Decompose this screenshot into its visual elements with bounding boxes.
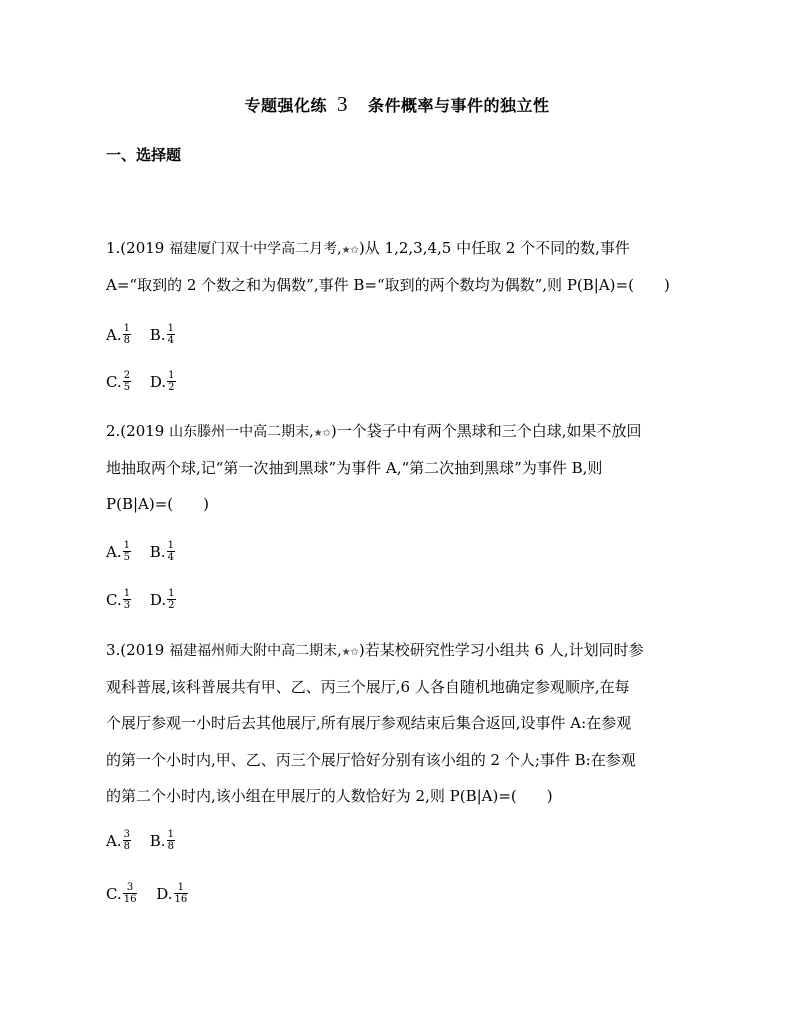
section-heading: 一、选择题 (106, 146, 182, 164)
question-1 (106, 230, 706, 303)
title-number: 3 (337, 92, 348, 116)
question-2 (106, 413, 706, 523)
option-a[interactable]: A. $\frac{3}{8}$ (106, 829, 130, 852)
option-a[interactable]: A. $\frac{1}{5}$ (106, 540, 130, 563)
fraction: $\frac{1}{2}$ (168, 370, 175, 393)
question-source: 山东滕州一中高二期末, (169, 424, 314, 440)
fraction: $\frac{1}{4}$ (167, 323, 174, 346)
options-row (106, 540, 189, 563)
fraction: $\frac{1}{5}$ (123, 540, 130, 563)
options-row (106, 370, 190, 393)
question-line: 的第一个小时内,甲、乙、丙三个展厅恰好分别有该小组的 2 个人;事件 B:在参观 (106, 750, 636, 769)
difficulty-star-icon: ★✩ (341, 245, 359, 256)
option-d[interactable]: D. $\frac{1}{2}$ (149, 370, 175, 393)
fraction: $\frac{1}{3}$ (123, 588, 131, 611)
fraction: $\frac{2}{5}$ (123, 370, 131, 393)
difficulty-star-icon: ★✩ (313, 428, 331, 439)
option-b[interactable]: B. $\frac{1}{4}$ (149, 540, 174, 563)
fraction: $\frac{1}{16}$ (174, 882, 188, 905)
question-line: 3.(2019 福建福州师大附中高二期末,★✩)若某校研究性学习小组共 6 人,计划同时参 (106, 641, 644, 659)
option-c[interactable]: C. $\frac{2}{5}$ (106, 370, 131, 393)
question-line: 地抽取两个球,记“第一次抽到黑球”为事件 A,“第二次抽到黑球”为事件 B,则 (106, 458, 603, 477)
title-right: 条件概率与事件的独立性 (368, 96, 550, 115)
question-3 (106, 632, 706, 815)
options-row (106, 588, 190, 611)
options-row (106, 882, 202, 905)
options-row (106, 323, 189, 346)
options-row (106, 829, 189, 852)
question-line: 个展厅参观一小时后去其他展厅,所有展厅参观结束后集合返回,设事件 A:在参观 (106, 714, 632, 732)
question-line: P(B|A)=( ) (106, 495, 209, 513)
option-c[interactable]: C. $\frac{1}{3}$ (106, 588, 131, 611)
question-source: 福建厦门双十中学高二月考, (169, 241, 342, 257)
page-title (0, 92, 794, 117)
fraction: $\frac{1}{8}$ (123, 323, 130, 346)
title-left: 专题强化练 (244, 96, 327, 115)
question-source: 福建福州师大附中高二期末, (169, 643, 342, 659)
question-line: 2.(2019 山东滕州一中高二期末,★✩)一个袋子中有两个黑球和三个白球,如果不放回 (106, 422, 642, 440)
fraction: $\frac{3}{16}$ (123, 882, 137, 905)
fraction: $\frac{3}{8}$ (123, 829, 130, 852)
option-b[interactable]: B. $\frac{1}{4}$ (149, 323, 174, 346)
question-line: 观科普展,该科普展共有甲、乙、丙三个展厅,6 人各自随机地确定参观顺序,在每 (106, 677, 630, 696)
fraction: $\frac{1}{4}$ (167, 540, 174, 563)
option-d[interactable]: D. $\frac{1}{2}$ (149, 588, 175, 611)
question-line: 1.(2019 福建厦门双十中学高二月考,★✩)从 1,2,3,4,5 中任取 2 个不同的数,事件 (106, 239, 630, 257)
question-line: 的第二个小时内,该小组在甲展厅的人数恰好为 2,则 P(B|A)=( ) (106, 787, 553, 805)
option-a[interactable]: A. $\frac{1}{8}$ (106, 323, 130, 346)
question-line: A=“取到的 2 个数之和为偶数”,事件 B=“取到的两个数均为偶数”,则 P(B|A)=( ) (106, 275, 670, 294)
fraction: $\frac{1}{8}$ (167, 829, 174, 852)
option-c[interactable]: C. $\frac{3}{16}$ (106, 882, 137, 905)
option-d[interactable]: D. $\frac{1}{16}$ (156, 882, 188, 905)
option-b[interactable]: B. $\frac{1}{8}$ (149, 829, 174, 852)
difficulty-star-icon: ★✩ (341, 647, 359, 658)
fraction: $\frac{1}{2}$ (168, 588, 175, 611)
